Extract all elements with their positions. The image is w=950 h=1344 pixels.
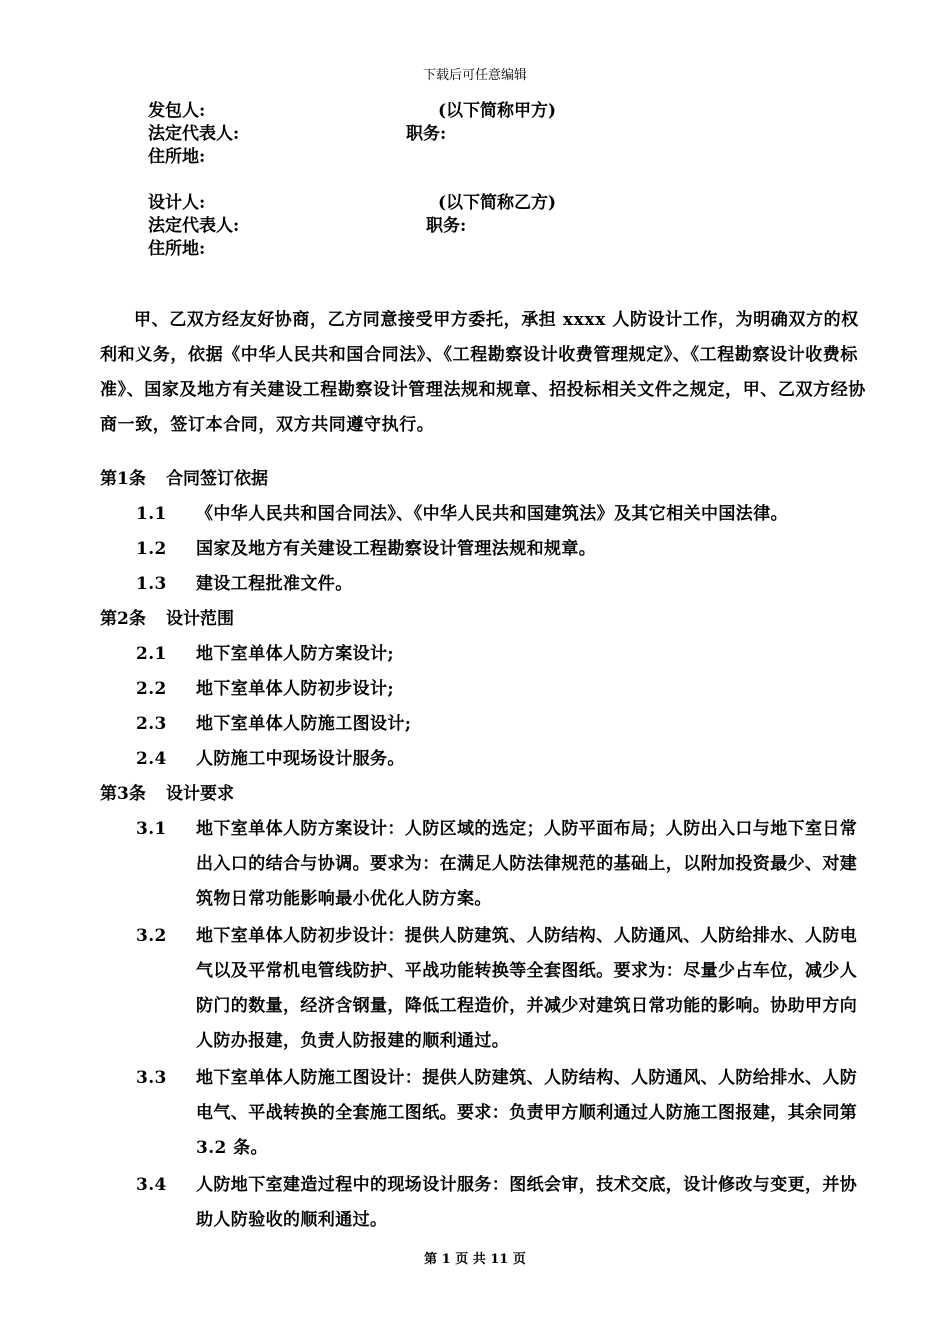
section-heading: 合同签订依据 <box>166 469 268 489</box>
clause-number: 2.3 <box>136 714 167 734</box>
clause-text: 地下室单体人防初步设计：提供人防建筑、人防结构、人防通风、人防给排水、人防电气以及平常机电管线防护、平战功能转换等全套图纸。要求为：尽量少占车位，减少人防门的数量，经济含钢量，降低工程造价，并减少对建筑日常功能的影响。协助甲方向人防办报建，负责人防报建的顺利通过。 <box>196 926 858 1051</box>
page-header: 下载后可任意编辑 <box>422 68 527 83</box>
clause-item <box>100 1061 870 1166</box>
clause-number: 3.4 <box>136 1175 167 1195</box>
clause-number: 1.3 <box>136 574 167 594</box>
party-a-address-label: 住所地: <box>148 147 206 167</box>
section-heading: 设计范围 <box>166 609 234 629</box>
clause-text: 地下室单体人防方案设计：人防区域的选定；人防平面布局；人防出入口与地下室日常出入口的结合与协调。要求为：在满足人防法律规范的基础上，以附加投资最少、对建筑物日常功能影响最小优化人防方案。 <box>196 819 858 909</box>
clause-number: 2.4 <box>136 749 167 769</box>
clause-text: 人防地下室建造过程中的现场设计服务：图纸会审，技术交底，设计修改与变更，并协助人防验收的顺利通过。 <box>196 1175 858 1230</box>
clause-text: 地下室单体人防方案设计; <box>196 644 395 664</box>
section-number: 第1条 <box>100 469 146 489</box>
section-heading: 设计要求 <box>166 784 234 804</box>
party-b-rep-label: 法定代表人: <box>148 216 240 236</box>
clause-text: 人防施工中现场设计服务。 <box>196 749 405 769</box>
clause-number: 1.1 <box>136 504 167 524</box>
party-a-label: 发包人: <box>148 101 206 121</box>
page-footer: 第 1 页 共 11 页 <box>424 1252 526 1267</box>
party-b-label: 设计人: <box>148 193 206 213</box>
party-b-block <box>148 192 557 261</box>
clause-number: 3.1 <box>136 819 167 839</box>
clause-item <box>100 672 870 707</box>
clause-text: 国家及地方有关建设工程勘察设计管理法规和规章。 <box>196 539 597 559</box>
party-b-address-label: 住所地: <box>148 239 206 259</box>
clause-item <box>100 707 870 742</box>
section-title <box>100 462 870 497</box>
contract-sections <box>100 462 870 1240</box>
clause-item <box>100 497 870 532</box>
clause-item <box>100 567 870 602</box>
clause-text: 地下室单体人防施工图设计：提供人防建筑、人防结构、人防通风、人防给排水、人防电气、平战转换的全套施工图纸。要求：负责甲方顺利通过人防施工图报建，其余同第 3.2 条。 <box>196 1068 858 1158</box>
clause-number: 2.2 <box>136 679 167 699</box>
section-title <box>100 777 870 812</box>
section-number: 第3条 <box>100 784 146 804</box>
party-b-title-label: 职务: <box>426 216 467 236</box>
clause-item <box>100 742 870 777</box>
clause-text: 地下室单体人防初步设计; <box>196 679 395 699</box>
clause-number: 3.2 <box>136 926 167 946</box>
section-number: 第2条 <box>100 609 146 629</box>
clause-text: 《中华人民共和国合同法》、《中华人民共和国建筑法》及其它相关中国法律。 <box>196 504 788 524</box>
clause-number: 3.3 <box>136 1068 167 1088</box>
clause-item <box>100 1168 870 1238</box>
clause-text: 建设工程批准文件。 <box>196 574 353 594</box>
clause-item <box>100 919 870 1059</box>
party-a-title-label: 职务: <box>406 124 447 144</box>
clause-number: 2.1 <box>136 644 167 664</box>
party-a-note: (以下简称甲方) <box>438 101 557 121</box>
party-b-note: (以下简称乙方) <box>438 193 557 213</box>
clause-text: 地下室单体人防施工图设计; <box>196 714 412 734</box>
clause-item <box>100 812 870 917</box>
clause-item <box>100 532 870 567</box>
party-a-rep-label: 法定代表人: <box>148 124 240 144</box>
party-a-block <box>148 100 557 169</box>
clause-item <box>100 637 870 672</box>
intro-paragraph: 甲、乙双方经友好协商，乙方同意接受甲方委托，承担 xxxx 人防设计工作，为明确双方的权利和义务，依据《中华人民共和国合同法》、《工程勘察设计收费管理规定》、《工程勘察设计收费标准》、国家及地方有关建设工程勘察设计管理法规和规章、招投标相关文件之规定，甲、乙双方经协商一致，签订本合同，双方共同遵守执行。 <box>100 310 866 435</box>
clause-number: 1.2 <box>136 539 167 559</box>
section-title <box>100 602 870 637</box>
